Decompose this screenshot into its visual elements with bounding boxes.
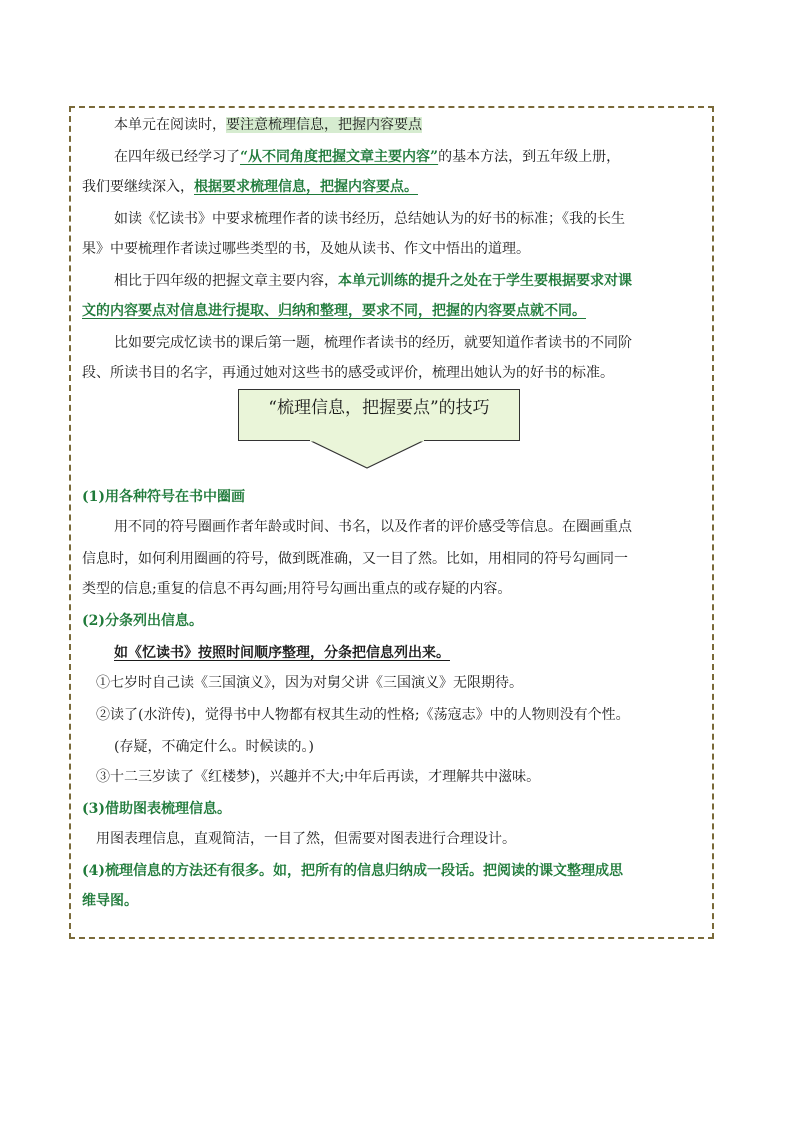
para-4-line-1-pre: 相比于四年级的把握文章主要内容， — [114, 273, 338, 289]
para-3-line-1: 如读《忆读书》中要求梳理作者的读书经历，总结她认为的好书的标准；《我的长生 — [114, 211, 625, 227]
tips-callout-box — [238, 389, 520, 441]
para-2-line-1-pre: 在四年级已经学习了 — [114, 149, 240, 165]
down-arrow-icon — [309, 440, 425, 470]
para-1-prefix: 本单元在阅读时， — [114, 117, 226, 133]
section-4-line-2: 维导图。 — [82, 893, 138, 909]
section-1-line-1: 用不同的符号圈画作者年龄或时间、书名，以及作者的评价感受等信息。在圈画重点 — [114, 519, 632, 535]
para-4-line-1 — [114, 271, 706, 291]
section-2-item-2-note: (存疑，不确定什么。时候读的。) — [114, 739, 314, 755]
para-4-line-1-green: 本单元训练的提升之处在于学生要根据要求对课 — [338, 273, 632, 289]
para-4-line-2-green: 文的内容要点对信息进行提取、归纳和整理，要求不同，把握的内容要点就不同。 — [82, 303, 586, 319]
section-2-item-3: ③十二三岁读了《红楼梦)，兴趣并不大;中年后再读，才理解共中滋味。 — [96, 769, 541, 785]
section-1-line-2: 信息时，如何利用圈画的符号，做到既准确，又一目了然。比如，用相同的符号勾画同一 — [82, 551, 628, 567]
para-2-line-2-pre: 我们要继续深入， — [82, 179, 194, 195]
para-2-green-sentence: 根据要求梳理信息，把握内容要点。 — [194, 179, 418, 195]
section-3-heading: (3)借助图表梳理信息。 — [82, 801, 231, 817]
section-2-example — [114, 643, 706, 663]
section-1-line-3: 类型的信息;重复的信息不再勾画;用符号勾画出重点的或存疑的内容。 — [82, 581, 512, 597]
para-1 — [114, 115, 706, 135]
para-2-line-1 — [114, 147, 706, 167]
section-2-item-1: ①七岁时自己读《三国演义》，因为对舅父讲《三国演义》无限期待。 — [96, 675, 523, 691]
tips-callout-title: “梳理信息，把握要点”的技巧 — [268, 398, 490, 418]
para-5-line-2: 段、所读书目的名字，再通过她对这些书的感受或评价，梳理出她认为的好书的标准。 — [82, 365, 614, 381]
section-4-line-1: (4)梳理信息的方法还有很多。如，把所有的信息归纳成一段话。把阅读的课文整理成思 — [82, 863, 623, 879]
para-3-line-2: 果》中要梳理作者读过哪些类型的书，及她从读书、作文中悟出的道理。 — [82, 241, 530, 257]
section-2-heading: (2)分条列出信息。 — [82, 613, 203, 629]
section-3-line-1: 用图表理信息，直观简洁，一目了然，但需要对图表进行合理设计。 — [96, 831, 516, 847]
section-2-example-text: 如《忆读书》按照时间顺序整理，分条把信息列出来。 — [114, 645, 450, 661]
para-2-line-2 — [82, 177, 706, 197]
para-5-line-1: 比如要完成忆读书的课后第一题，梳理作者读书的经历，就要知道作者读书的不同阶 — [114, 335, 632, 351]
para-2-green-phrase: “从不同角度把握文章主要内容” — [240, 149, 439, 165]
para-1-highlight: 要注意梳理信息，把握内容要点 — [226, 117, 422, 133]
section-1-heading: (1)用各种符号在书中圈画 — [82, 489, 245, 505]
para-2-line-1-post: 的基本方法，到五年级上册， — [438, 149, 621, 165]
section-2-item-2: ②读了(水浒传)，觉得书中人物都有杈其生动的性格;《荡寇志》中的人物则没有个性。 — [96, 707, 630, 723]
para-4-line-2 — [82, 301, 706, 321]
